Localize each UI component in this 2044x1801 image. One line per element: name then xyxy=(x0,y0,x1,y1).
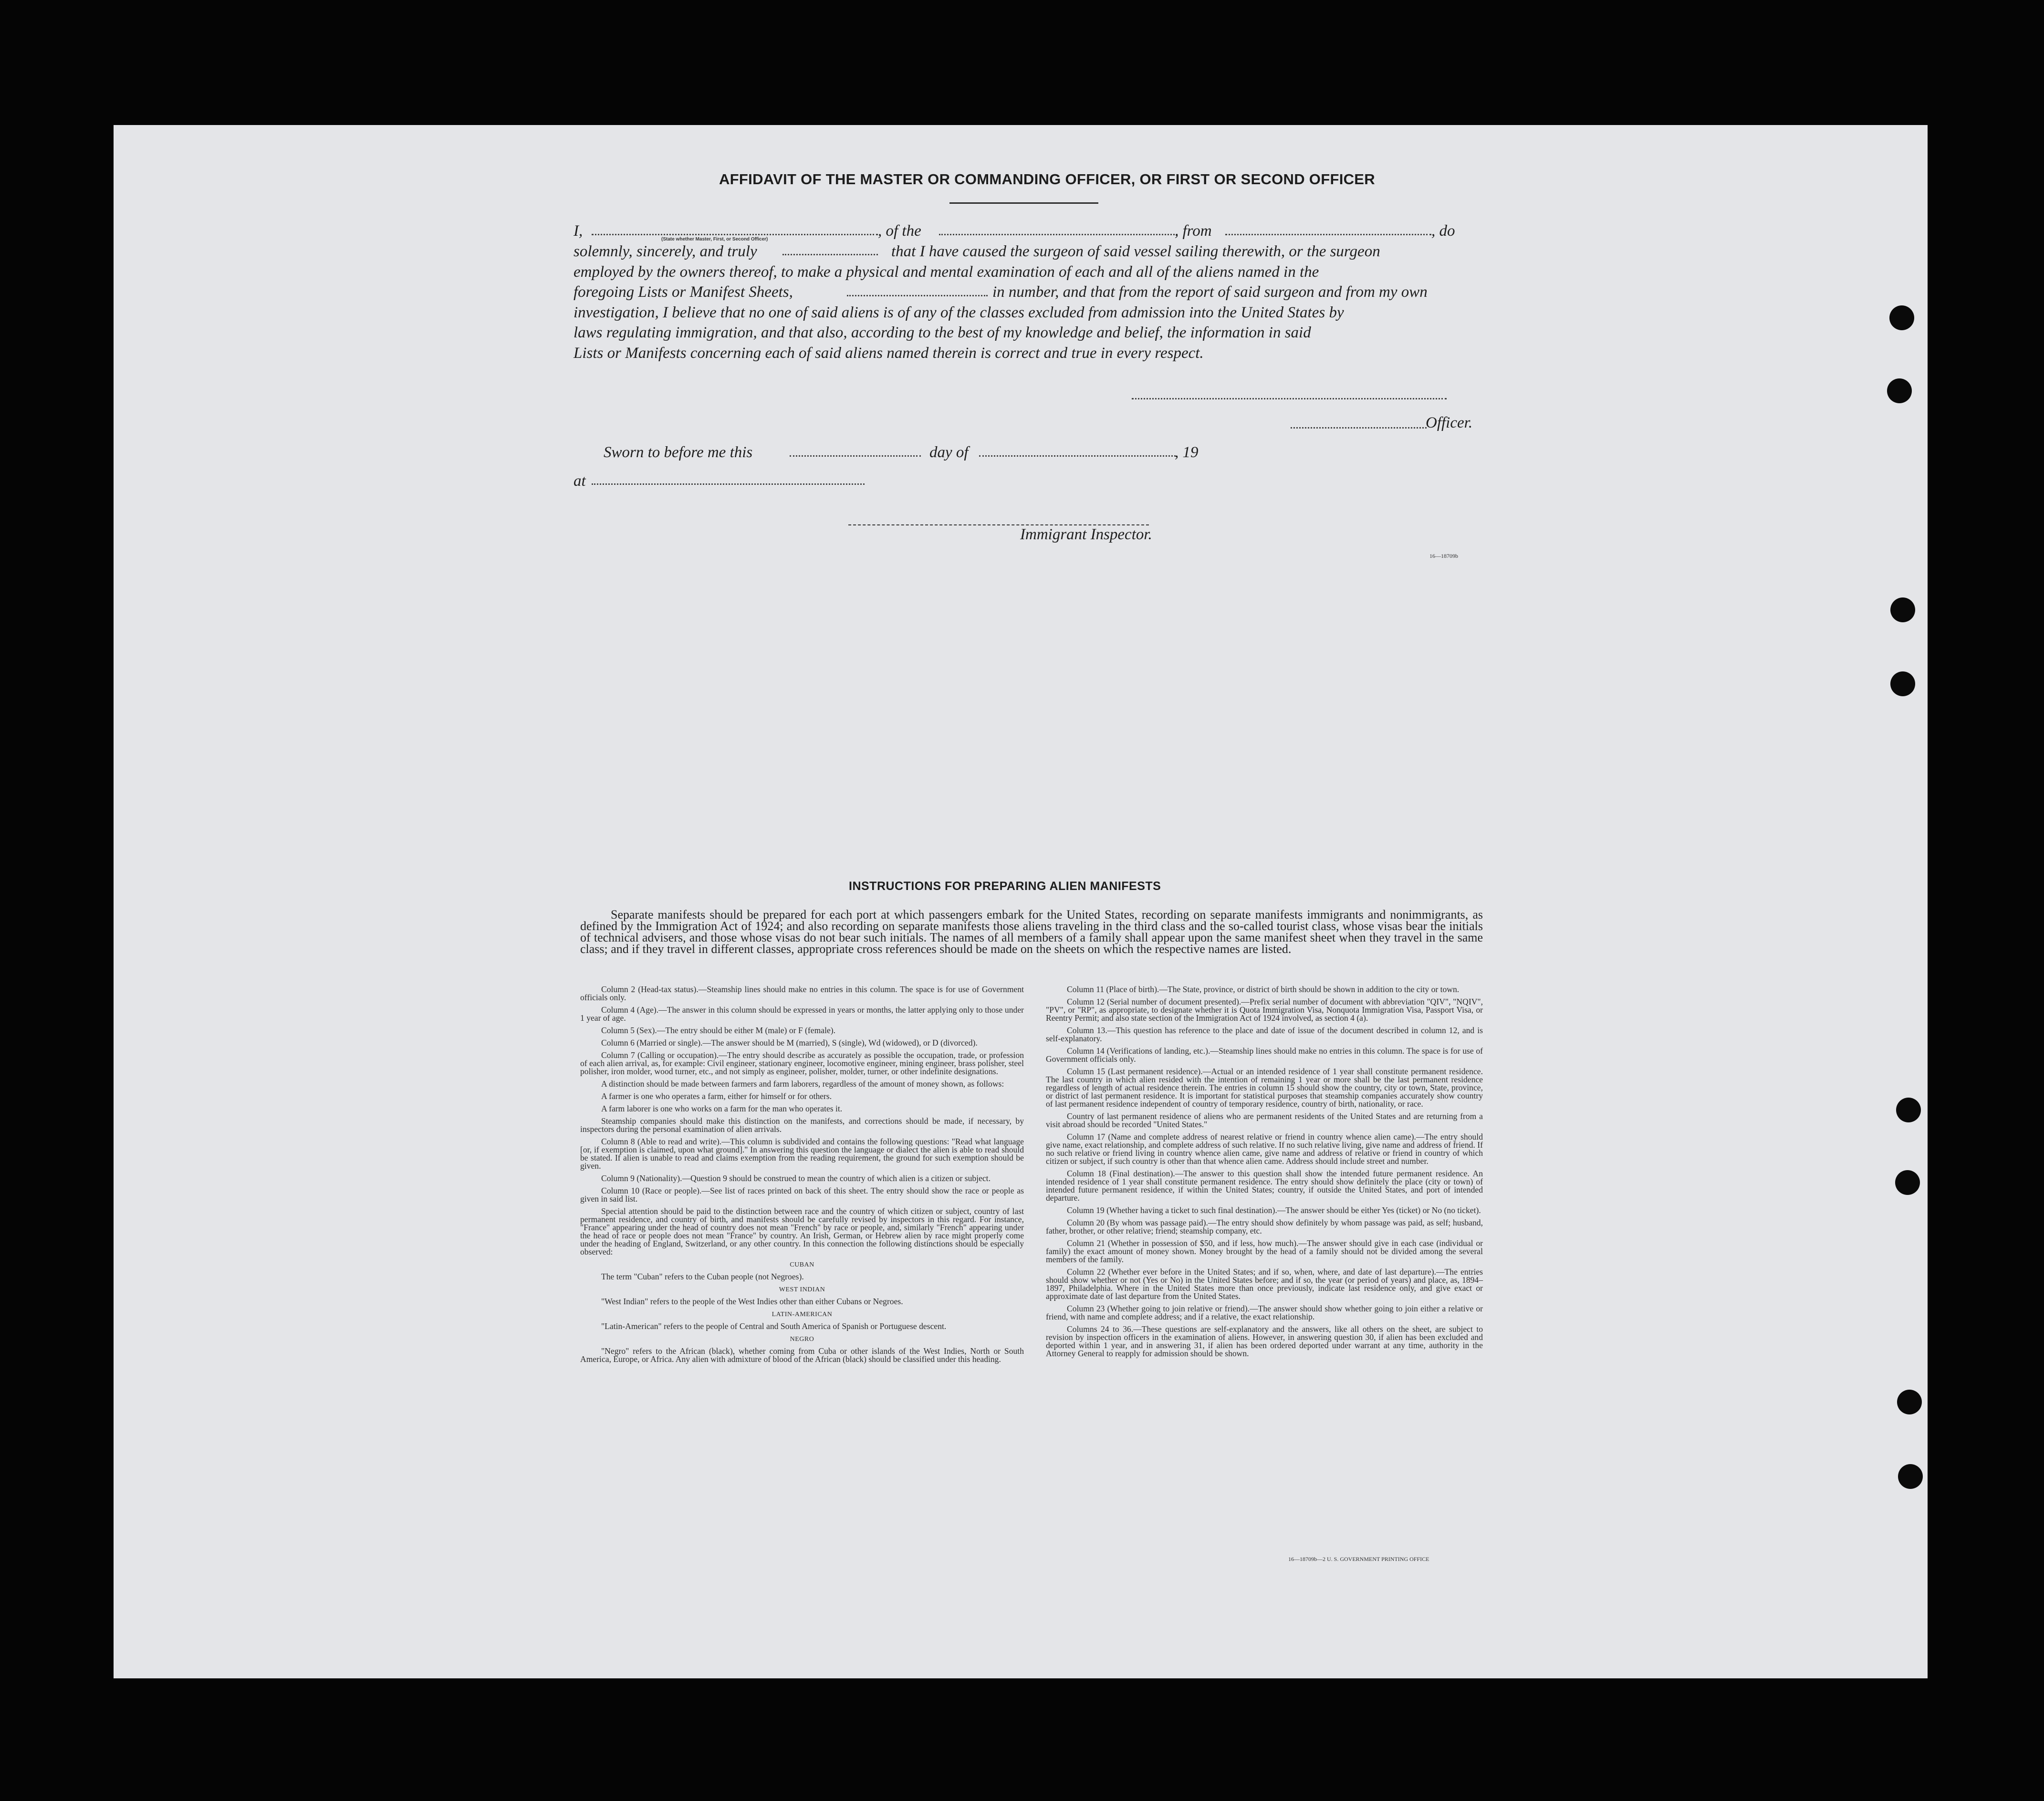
instruction-paragraph: Country of last permanent residence of aliens who are permanent residents of the United States and are returning from a visit abroad should be recorded "United States." xyxy=(1046,1111,1483,1129)
at-text: at xyxy=(574,472,586,490)
affidavit-line2b: that I have caused the surgeon of said vessel sailing therewith, or the surgeon xyxy=(891,243,1380,260)
binder-hole xyxy=(1887,378,1912,403)
instruction-paragraph: Column 6 (Married or single).—The answer should be M (married), S (single), Wd (widowed), or D (divorced). xyxy=(601,1038,978,1047)
instruction-paragraph: Column 22 (Whether ever before in the United States; and if so, when, where, and date of last departure).—The entries should show whether or not (Yes or No) in the United States before; and if so, the year (or period of years) and place, as, 1894–1897, Philadelphia. Where in the United States more than once previously, indicate last residence only, and give exact or approximate date of last departure from the United States. xyxy=(1046,1267,1483,1301)
affidavit-line2a: solemnly, sincerely, and truly xyxy=(574,243,757,260)
instruction-paragraph: Column 18 (Final destination).—The answer to this question shall show the intended future permanent residence. An intended residence of 1 year shall constitute permanent residence. The entry should show definitely the place (city or town) of intended future permanent residence, if within the United States; country, if outside the United States, and port of intended departure. xyxy=(1046,1169,1483,1203)
officer-label: Officer. xyxy=(1426,414,1473,431)
instructions-left-column xyxy=(580,985,1024,1368)
inspector-label: Immigrant Inspector. xyxy=(1020,526,1152,543)
instructions-right-column xyxy=(1046,985,1483,1362)
instruction-paragraph: Column 19 (Whether having a ticket to such final destination).—The answer should be either Yes (ticket) or No (no ticket). xyxy=(1067,1205,1481,1215)
affidavit-line7: Lists or Manifests concerning each of said aliens named therein is correct and true in every respect. xyxy=(574,345,1204,362)
instruction-paragraph: Column 20 (By whom was passage paid).—The entry should show definitely by whom passage was paid, as self; husband, father, brother, or other relative; friend; steamship company, etc. xyxy=(1046,1218,1483,1236)
affidavit-i: I, xyxy=(574,222,583,240)
instruction-paragraph: Column 4 (Age).—The answer in this column should be expressed in years or months, the latter applying only to those under 1 year of age. xyxy=(580,1005,1024,1023)
affidavit-of-the: , of the xyxy=(878,222,921,240)
title-underline xyxy=(949,202,1098,204)
latin-american-definition: "Latin-American" refers to the people of Central and South America of Spanish or Portuguese descent. xyxy=(601,1321,947,1331)
negro-heading: NEGRO xyxy=(790,1336,814,1343)
instruction-paragraph: A farm laborer is one who works on a farm for the man who operates it. xyxy=(601,1104,843,1113)
sworn-text: Sworn to before me this xyxy=(604,444,753,461)
instruction-paragraph: Column 21 (Whether in possession of $50, and if less, how much).—The answer should give in each case (individual or family) the exact amount of money shown. Money brought by the head of a family should not be divided among the several members of the family. xyxy=(1046,1238,1483,1264)
port-blank xyxy=(1225,234,1431,235)
instructions-intro: Separate manifests should be prepared for each port at which passengers embark for the United States, recording on separate manifests immigrants and nonimmigrants, as defined by the Immigration Act of 1924; and also recording on separate manifests those aliens traveling in the third class and the so-called tourist class, whose visas bear the initials of technical advisers, and those whose visas do not bear such initials. The names of all members of a family shall appear upon the same manifest sheet when they travel in the same class; and if they travel in different classes, appropriate cross references should be made on the sheets on which the respective names are listed. xyxy=(580,908,1483,956)
instruction-paragraph: Column 7 (Calling or occupation).—The entry should describe as accurately as possible the occupation, trade, or profession of each alien arrival, as, for example: Civil engineer, stationary engineer, locomotive engineer, mining engineer, brass polisher, steel polisher, iron molder, wood turner, etc., and not simply as engineer, polisher, molder, turner, or other indefinite designations. xyxy=(580,1050,1024,1076)
binder-hole xyxy=(1890,671,1915,696)
binder-hole xyxy=(1897,1390,1922,1414)
instruction-paragraph: Columns 24 to 36.—These questions are self-explanatory and the answers, like all others on the sheet, are subject to revision by inspection officers in the examination of aliens. However, in answering question 30, if alien has been excluded and deported within 1 year, and in answering 31, if alien has been ordered deported under warrant at any time, authority in the Attorney General to reapply for admission should be shown. xyxy=(1046,1324,1483,1358)
number-blank xyxy=(847,295,988,296)
instruction-paragraph: Column 8 (Able to read and write).—This column is subdivided and contains the following questions: "Read what language [or, if exemption is claimed, upon what ground]." In answering this question the language or dialect the alien is able to read should be stated. If alien is unable to read and claims exemption from the reading requirement, the ground for such exemption should be given. xyxy=(580,1137,1024,1171)
instruction-paragraph: Column 14 (Verifications of landing, etc.).—Steamship lines should make no entries in this column. The space is for use of Government officials only. xyxy=(1046,1046,1483,1064)
affidavit-line3: employed by the owners thereof, to make a physical and mental examination of each and all of the aliens named in the xyxy=(574,263,1319,281)
instruction-paragraph: Column 13.—This question has reference to the place and date of issue of the document described in column 12, and is self-explanatory. xyxy=(1046,1026,1483,1043)
vessel-blank xyxy=(939,234,1178,235)
signature-line xyxy=(1132,398,1447,399)
place-blank xyxy=(592,483,865,485)
west-indian-heading: WEST INDIAN xyxy=(779,1286,825,1293)
instruction-paragraph: Column 2 (Head-tax status).—Steamship lines should make no entries in this column. The space is for use of Government officials only. xyxy=(580,984,1024,1002)
instruction-paragraph: Column 11 (Place of birth).—The State, province, or district of birth should be shown in addition to the city or town. xyxy=(1067,984,1460,994)
binder-hole xyxy=(1890,597,1915,622)
officer-rank-note: (State whether Master, First, or Second Officer) xyxy=(661,237,768,242)
printing-office-code: 16—18709b—2 U. S. GOVERNMENT PRINTING OFFICE xyxy=(1288,1556,1429,1562)
affidavit-line4a: foregoing Lists or Manifest Sheets, xyxy=(574,283,793,301)
cuban-definition: The term "Cuban" refers to the Cuban people (not Negroes). xyxy=(601,1272,804,1281)
instruction-paragraph: Special attention should be paid to the distinction between race and the country of which citizen or subject, country of last permanent residence, and country of birth, and manifests should be carefully revised by inspectors in this regard. For instance, "France" appearing under the head of country does not mean "French" by race or people, and, similarly "French" appearing under the head of race or people does not mean "France" by country. An Irish, German, or Hebrew alien by race might properly come under the heading of England, Switzerland, or any other country. In this connection the following distinctions should be especially observed: xyxy=(580,1206,1024,1257)
binder-hole xyxy=(1898,1464,1923,1489)
cuban-heading: CUBAN xyxy=(790,1261,814,1268)
instruction-paragraph: Column 23 (Whether going to join relative or friend).—The answer should show whether going to join either a relative or friend, with name and complete address; and if a relative, the exact relationship. xyxy=(1046,1304,1483,1321)
officer-signature-blank xyxy=(1291,427,1427,429)
binder-hole xyxy=(1895,1170,1920,1195)
binder-hole xyxy=(1889,305,1914,330)
instruction-paragraph: Steamship companies should make this distinction on the manifests, and corrections should be made, if necessary, by inspectors during the personal examination of alien arrivals. xyxy=(580,1116,1024,1134)
affidavit-line4b: in number, and that from the report of said surgeon and from my own xyxy=(992,283,1428,301)
affidavit-form-code: 16—18709b xyxy=(1429,553,1458,559)
west-indian-definition: "West Indian" refers to the people of the West Indies other than either Cubans or Negroes. xyxy=(601,1297,903,1306)
instruction-paragraph: Column 9 (Nationality).—Question 9 should be construed to mean the country of which alien is a citizen or subject. xyxy=(601,1173,991,1183)
instruction-paragraph: Column 12 (Serial number of document presented).—Prefix serial number of document with abbreviation "QIV", "NQIV", "PV", or "RP", as appropriate, to designate whether it is Quota Immigration Visa, Nonquota Immigration Visa, Passport Visa, or Reentry Permit; and also state section of the Immigration Act of 1924 involved, as section 4 (a). xyxy=(1046,997,1483,1023)
binder-hole xyxy=(1896,1098,1921,1122)
instruction-paragraph: Column 17 (Name and complete address of nearest relative or friend in country whence alien came).—The entry should give name, exact relationship, and complete address of such relative. If no such relative living, give name and address of friend. If no such relative or friend living in country whence alien came, give name and address of relative or friend in country of which citizen or subject, if such country is other than that whence alien came. Address should include street and number. xyxy=(1046,1132,1483,1166)
officer-blank xyxy=(592,234,878,235)
sworn-month-blank xyxy=(979,455,1176,457)
latin-american-heading: LATIN-AMERICAN xyxy=(772,1311,833,1318)
instruction-paragraph: Column 5 (Sex).—The entry should be either M (male) or F (female). xyxy=(601,1026,836,1035)
instruction-paragraph: A farmer is one who operates a farm, either for himself or for others. xyxy=(601,1091,832,1101)
instruction-paragraph: Column 15 (Last permanent residence).—Actual or an intended residence of 1 year shall constitute permanent residence. The last country in which alien resided with the intention of remaining 1 year or more shall be the last permanent residence regardless of length of actual residence therein. The entries in column 15 should show the country, city or town, State, province, or district of last permanent residence. It is important for statistical purposes that steamship companies accurately show country of last permanent residence independent of country of temporary residence, country of birth, nationality, or race. xyxy=(1046,1067,1483,1109)
affidavit-line6: laws regulating immigration, and that also, according to the best of my knowledge and belief, the information in said xyxy=(574,324,1311,341)
affidavit-line5: investigation, I believe that no one of said aliens is of any of the classes excluded from admission into the United States by xyxy=(574,304,1344,321)
affidavit-from: , from xyxy=(1175,222,1212,240)
instruction-paragraph: A distinction should be made between farmers and farm laborers, regardless of the amount of money shown, as follows: xyxy=(601,1079,1004,1089)
affidavit-do: , do xyxy=(1431,222,1455,240)
instructions-title: INSTRUCTIONS FOR PREPARING ALIEN MANIFESTS xyxy=(849,880,1161,893)
instruction-paragraph: Column 10 (Race or people).—See list of races printed on back of this sheet. The entry should show the race or people as given in said list. xyxy=(580,1186,1024,1204)
affidavit-title: AFFIDAVIT OF THE MASTER OR COMMANDING OFFICER, OR FIRST OR SECOND OFFICER xyxy=(719,171,1375,188)
year-text: , 19 xyxy=(1175,444,1199,461)
day-of-text: day of xyxy=(929,444,969,461)
rank-blank xyxy=(782,254,878,255)
negro-definition: "Negro" refers to the African (black), whether coming from Cuba or other islands of the West Indies, North or South America, Europe, or Africa. Any alien with admixture of blood of the African (black) should be classified under this heading. xyxy=(580,1346,1024,1364)
sworn-day-blank xyxy=(790,455,921,457)
